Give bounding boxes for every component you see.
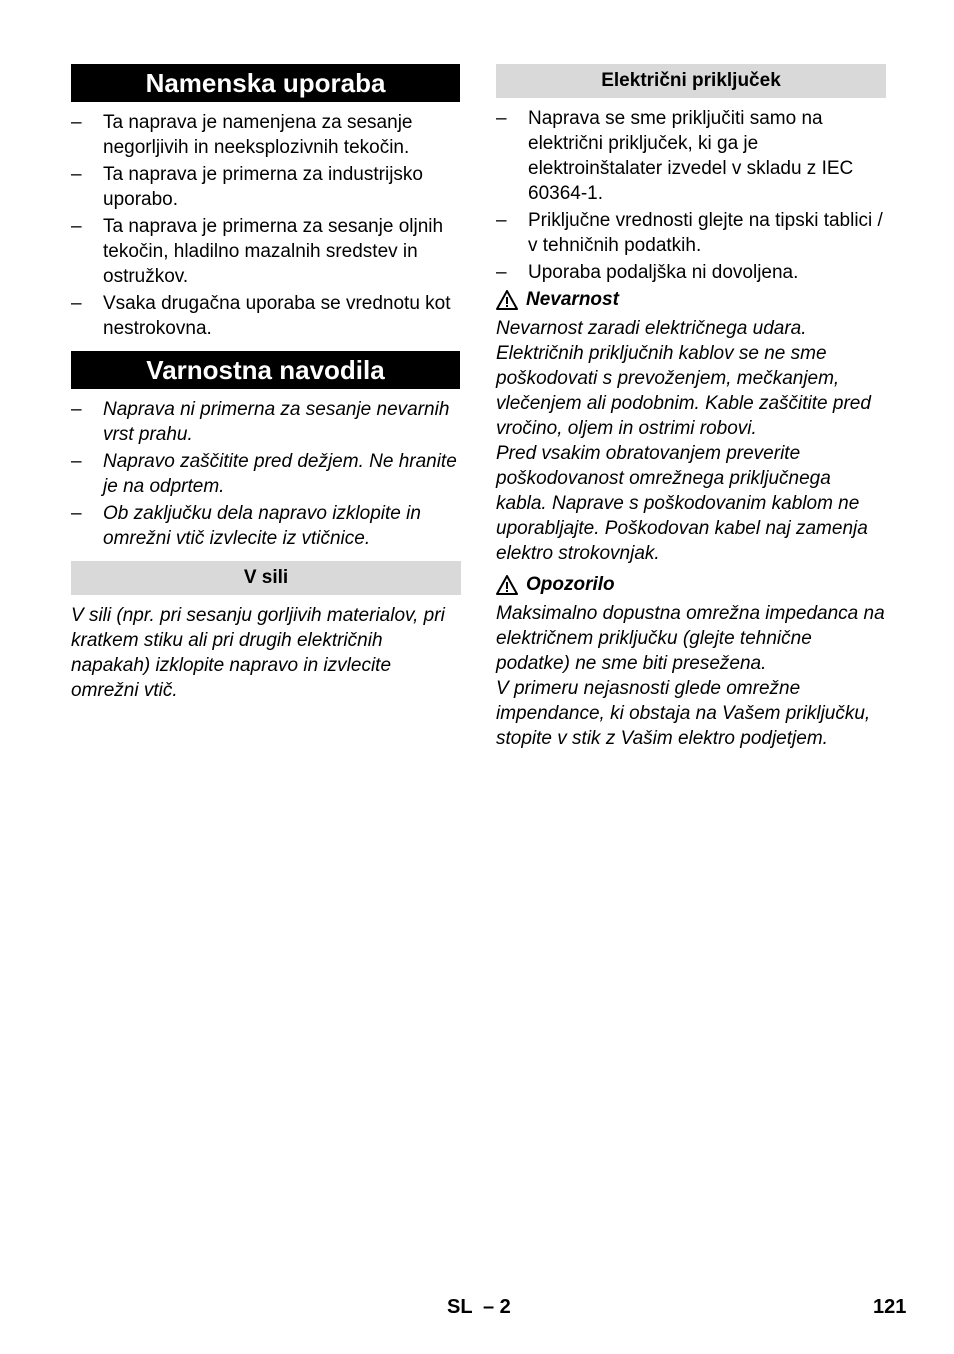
- dash-bullet: –: [496, 210, 507, 231]
- dash-bullet: –: [71, 451, 82, 472]
- emergency-text: V sili (npr. pri sesanju gorljivih materialov, pri kratkem stiku ali pri drugih električnih napakah) izklopite napravo in izvlecite omrežni vtič.: [71, 605, 445, 701]
- list-item: – Priključne vrednosti glejte na tipski tablici / v tehničnih podatkih.: [496, 210, 883, 256]
- section-title-varnostna-navodila: Varnostna navodila: [71, 351, 460, 389]
- danger-heading: [496, 287, 886, 312]
- dash-bullet: –: [71, 503, 82, 524]
- list-item: – Ta naprava je primerna za industrijsko uporabo.: [71, 164, 423, 210]
- left-column: [71, 64, 460, 703]
- dash-bullet: –: [71, 293, 82, 314]
- footer-subpage: – 2: [483, 1296, 511, 1318]
- safety-list: [71, 397, 460, 551]
- electrical-list: [496, 106, 886, 285]
- danger-text: Nevarnost zaradi električnega udara. Električnih priključnih kablov se ne sme poškodovati s prevoženjem, mečkanjem, vlečenjem ali podobnim. Kable zaščitite pred vročino, oljem in ostrimi robovi.: [496, 318, 871, 439]
- list-item: – Naprava ni primerna za sesanje nevarnih vrst prahu.: [71, 399, 450, 445]
- warning-heading: [496, 572, 886, 597]
- list-item: – Ta naprava je primerna za sesanje oljnih tekočin, hladilno mazalnih sredstev in ostružkov.: [71, 216, 444, 287]
- dash-bullet: –: [496, 108, 507, 129]
- list-item: – Uporaba podaljška ni dovoljena.: [496, 262, 799, 283]
- warning-triangle-icon: [496, 575, 518, 595]
- dash-bullet: –: [71, 112, 82, 133]
- section-title-namenska-uporaba: Namenska uporaba: [71, 64, 460, 102]
- dash-bullet: –: [71, 164, 82, 185]
- danger-label: Nevarnost: [526, 289, 619, 310]
- warning-label: Opozorilo: [526, 574, 615, 595]
- list-item: – Vsaka drugačna uporaba se vrednotu kot nestrokovna.: [71, 293, 451, 339]
- danger-text-2: Pred vsakim obratovanjem preverite poškodovanost omrežnega priključnega kabla. Naprave s poškodovanim kablom ne uporabljajte. Poškodovan kabel naj zamenja elektro strokovnjak.: [496, 443, 868, 564]
- dash-bullet: –: [496, 262, 507, 283]
- list-item: – Naprava se sme priključiti samo na električni priključek, ki ga je elektroinštalater izvedel v skladu z IEC 60364-1.: [496, 108, 854, 204]
- subsection-title-v-sili: V sili: [71, 561, 461, 595]
- list-item: – Ob zaključku dela napravo izklopite in omrežni vtič izvlecite iz vtičnice.: [71, 503, 421, 549]
- dash-bullet: –: [71, 399, 82, 420]
- section-title-elektricni-prikljucek: Električni priključek: [496, 64, 886, 98]
- list-item: – Napravo zaščitite pred dežjem. Ne hranite je na odprtem.: [71, 451, 457, 497]
- warning-triangle-icon: [496, 290, 518, 310]
- warning-text: Maksimalno dopustna omrežna impedanca na električnem priključku (glejte tehnične podatke) ne sme biti presežena.: [496, 603, 885, 674]
- dash-bullet: –: [71, 216, 82, 237]
- intended-use-list: [71, 110, 460, 341]
- list-item: – Ta naprava je namenjena za sesanje negorljivih in neeksplozivnih tekočin.: [71, 112, 413, 158]
- footer-language-code: SL: [447, 1296, 473, 1318]
- right-column: [496, 64, 886, 751]
- warning-text-2: V primeru nejasnosti glede omrežne impendance, ki obstaja na Vašem priključku, stopite v stik z Vašim elektro podjetjem.: [496, 678, 871, 749]
- page-number: 121: [873, 1296, 907, 1318]
